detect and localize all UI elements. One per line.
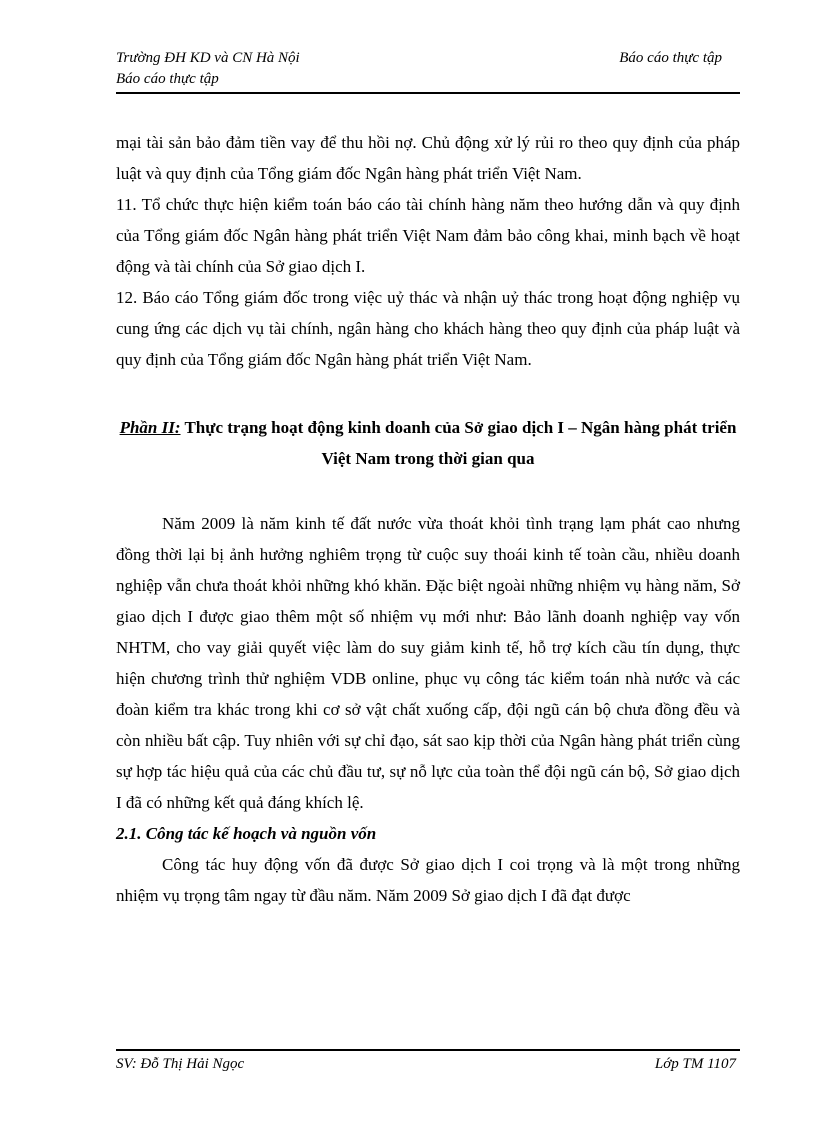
upper-body [116, 127, 740, 375]
list-item-11: 11. Tổ chức thực hiện kiểm toán báo cáo tài chính hàng năm theo hướng dẫn và quy định của Tổng giám đốc Ngân hàng phát triển Việt Nam đảm bảo công khai, minh bạch về hoạt động và tài chính của Sở giao dịch I. [116, 195, 740, 276]
paragraph-continued: mại tài sản bảo đảm tiền vay để thu hồi nợ. Chủ động xử lý rủi ro theo quy định của pháp luật và quy định của Tổng giám đốc Ngân hàng phát triển Việt Nam. [116, 133, 740, 183]
header-doc-subtitle: Báo cáo thực tập [116, 71, 219, 87]
footer-rule [116, 1049, 740, 1051]
header-school: Trường ĐH KD và CN Hà Nội [116, 50, 300, 66]
footer-class: Lớp TM 1107 [654, 1056, 736, 1072]
subsection-paragraph: Công tác huy động vốn đã được Sở giao dịch I coi trọng và là một trong những nhiệm vụ trọng tâm ngay từ đầu năm. Năm 2009 Sở giao dịch I đã đạt được [116, 855, 740, 905]
section-label: Phần II: [119, 418, 181, 437]
page-header [116, 48, 740, 92]
list-item-12: 12. Báo cáo Tổng giám đốc trong việc uỷ thác và nhận uỷ thác trong hoạt động nghiệp vụ cung ứng các dịch vụ tài chính, ngân hàng cho khách hàng theo quy định của pháp luật và quy định của Tổng giám đốc Ngân hàng phát triển Việt Nam. [116, 288, 740, 369]
header-doc-type: Báo cáo thực tập [619, 50, 722, 66]
footer-student: SV: Đỗ Thị Hải Ngọc [116, 1056, 245, 1072]
lower-body [116, 508, 740, 911]
subsection-heading: 2.1. Công tác kế hoạch và nguồn vốn [116, 824, 377, 843]
section-heading [116, 412, 740, 474]
header-rule [116, 92, 740, 94]
section-title: Thực trạng hoạt động kinh doanh của Sở giao dịch I – Ngân hàng phát triển Việt Nam trong thời gian qua [184, 418, 737, 468]
intro-paragraph: Năm 2009 là năm kinh tế đất nước vừa thoát khỏi tình trạng lạm phát cao nhưng đồng thời lại bị ảnh hưởng nghiêm trọng từ cuộc suy thoái kinh tế toàn cầu, nhiều doanh nghiệp vẫn chưa thoát khỏi những khó khăn. Đặc biệt ngoài những nhiệm vụ hàng năm, Sở giao dịch I được giao thêm một số nhiệm vụ mới như: Bảo lãnh doanh nghiệp vay vốn NHTM, cho vay giải quyết việc làm do suy giảm kinh tế, hỗ trợ kích cầu tín dụng, thực hiện chương trình thử nghiệm VDB online, phục vụ công tác kiểm toán nhà nước và các đoàn kiểm tra khác trong khi cơ sở vật chất xuống cấp, đội ngũ cán bộ chưa đồng đều và còn nhiều bất cập. Tuy nhiên với sự chỉ đạo, sát sao kịp thời của Ngân hàng phát triển cùng sự hợp tác hiệu quả của các chủ đầu tư, sự nỗ lực của toàn thể đội ngũ cán bộ, Sở giao dịch I đã có những kết quả đáng khích lệ. [116, 514, 740, 812]
